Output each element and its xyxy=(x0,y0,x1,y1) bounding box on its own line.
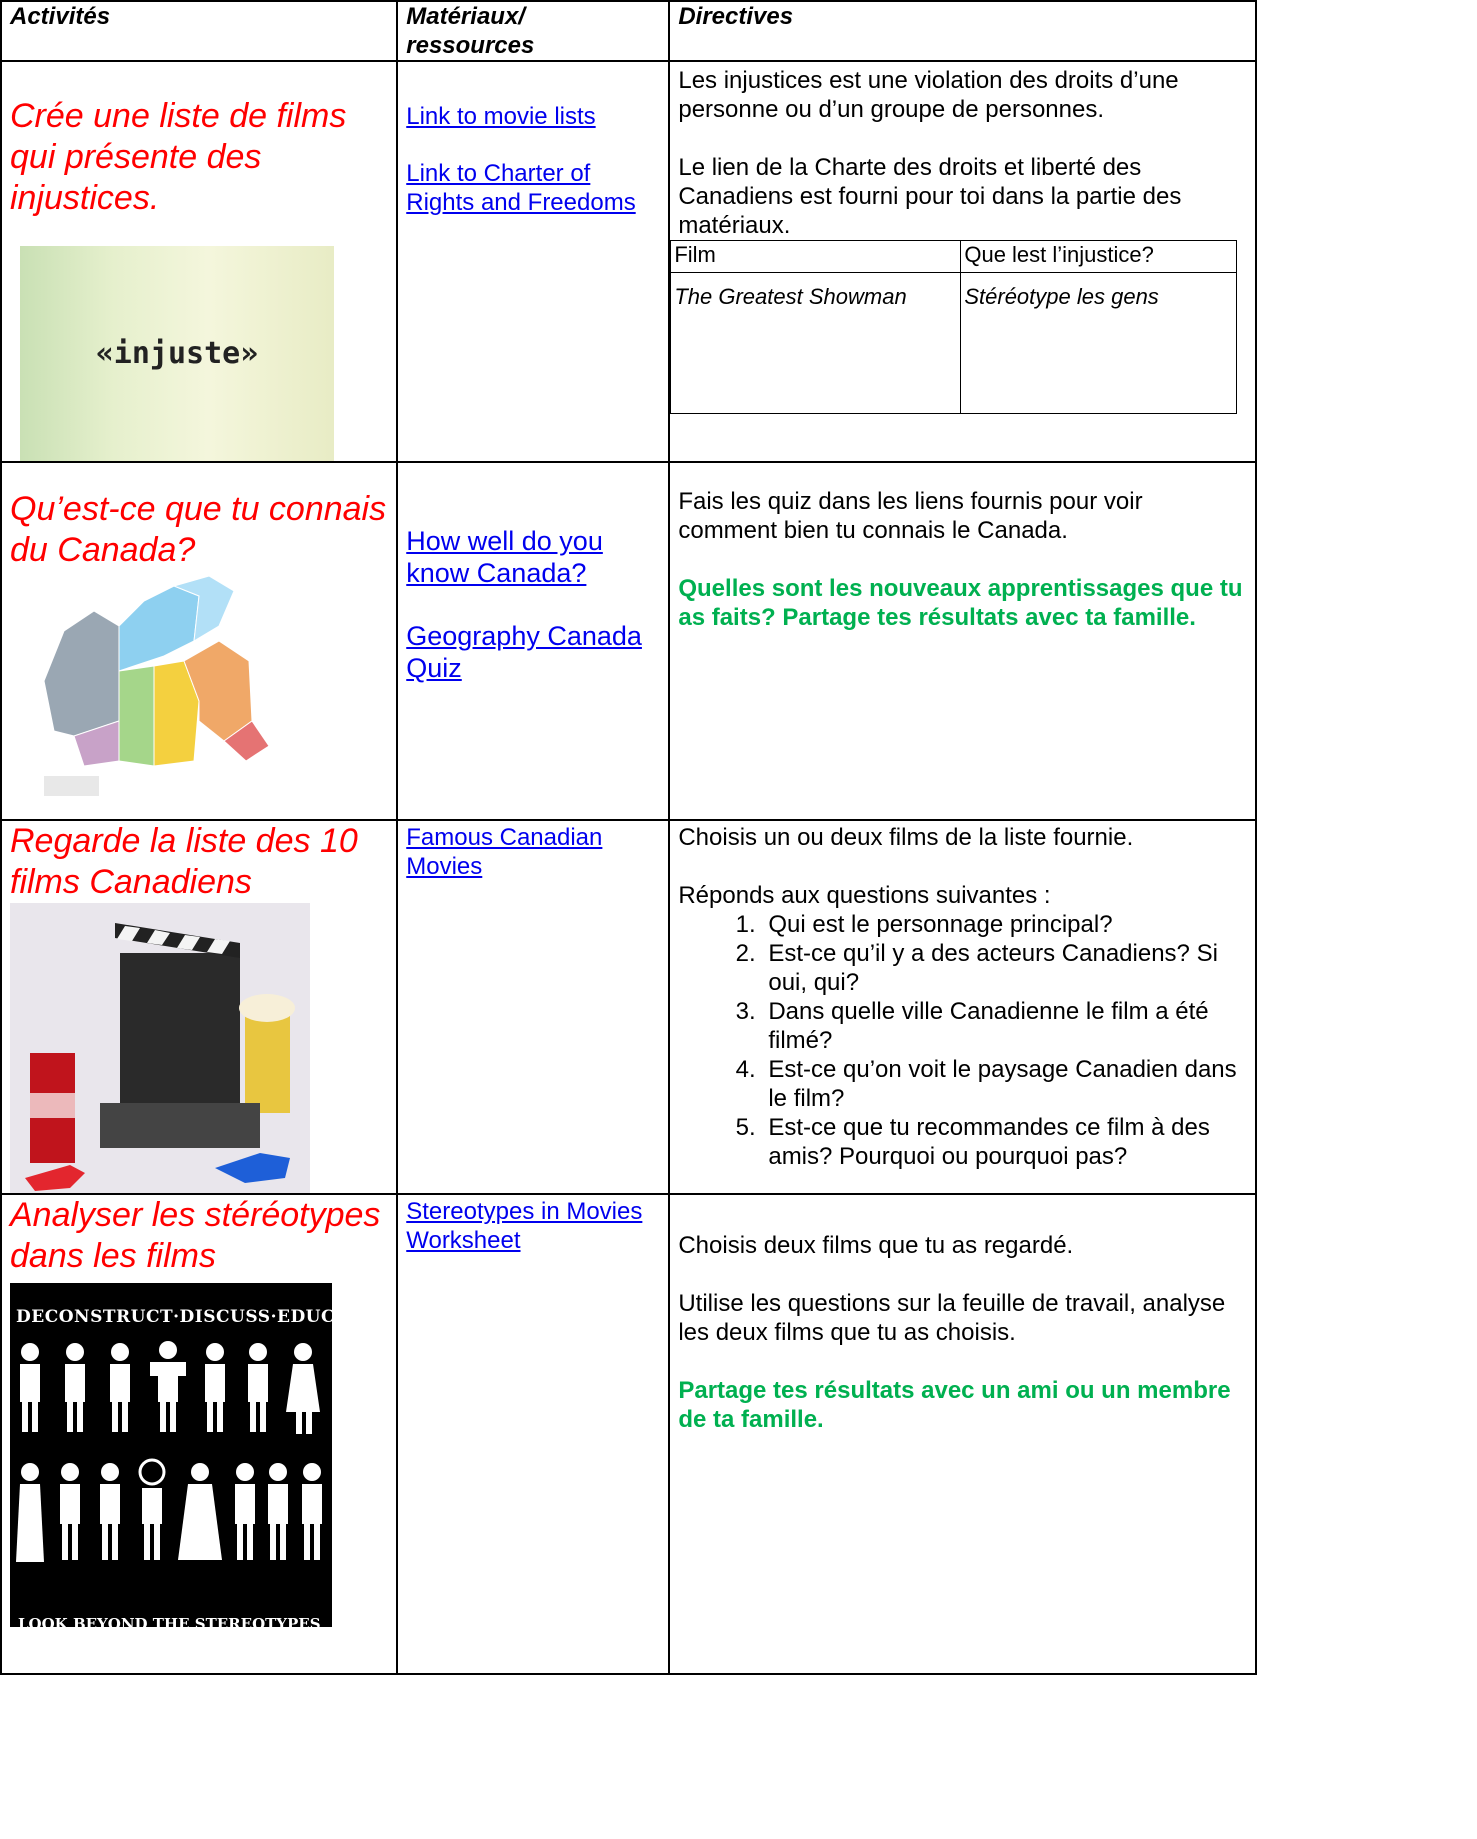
injustice-table-header-film: Film xyxy=(671,241,961,273)
activity-title: Analyser les stéréotypes dans les films xyxy=(10,1196,381,1275)
canada-map-image xyxy=(24,571,274,801)
table-row xyxy=(1,462,1256,820)
link-stereotypes-worksheet[interactable]: Stereotypes in Movies Worksheet xyxy=(406,1198,643,1254)
injustice-table xyxy=(670,240,1237,414)
table-header-row xyxy=(1,1,1256,61)
directive-text: Le lien de la Charte des droits et liberté des Canadiens est fourni pour toi dans la partie des matériaux. xyxy=(678,154,1182,239)
question-item: 3. Dans quelle ville Canadienne le film a été filmé? xyxy=(762,997,1247,1055)
injustice-table-header-injustice: Que lest l’injustice? xyxy=(961,241,1237,273)
table-row xyxy=(1,1194,1256,1674)
activity-cell xyxy=(1,61,397,462)
directives-cell xyxy=(669,462,1256,820)
activity-cell xyxy=(1,820,397,1194)
link-movie-lists[interactable]: Link to movie lists xyxy=(406,103,596,130)
activity-title: Qu’est-ce que tu connais du Canada? xyxy=(10,490,387,569)
directive-text: Choisis un ou deux films de la liste fournie. xyxy=(678,824,1134,851)
activity-title: Regarde la liste des 10 films Canadiens xyxy=(10,822,358,901)
directives-cell xyxy=(669,61,1256,462)
stereotypes-image-bottom-text: LOOK BEYOND THE STEREOTYPES xyxy=(18,1615,321,1633)
header-directives: Directives xyxy=(669,1,1256,61)
header-materials-line1: Matériaux/ xyxy=(406,3,525,30)
table-row xyxy=(1,820,1256,1194)
activity-cell xyxy=(1,462,397,820)
link-know-canada[interactable]: How well do you know Canada? xyxy=(406,526,603,588)
link-famous-movies[interactable]: Famous Canadian Movies xyxy=(406,824,603,880)
question-item: 2. Est-ce qu’il y a des acteurs Canadiens? Si oui, qui? xyxy=(762,939,1247,997)
movie-props-image xyxy=(10,903,310,1193)
question-item: 4. Est-ce qu’on voit le paysage Canadien dans le film? xyxy=(762,1055,1247,1113)
injustice-table-cell: The Greatest Showman xyxy=(671,273,961,414)
question-item: 5. Est-ce que tu recommandes ce film à des amis? Pourquoi ou pourquoi pas? xyxy=(762,1113,1247,1171)
directive-highlight: Quelles sont les nouveaux apprentissages que tu as faits? Partage tes résultats avec ta famille. xyxy=(678,575,1243,631)
header-materials-line2: ressources xyxy=(406,32,535,59)
header-materials xyxy=(397,1,669,61)
header-activities: Activités xyxy=(1,1,397,61)
injuste-image xyxy=(20,246,334,461)
activity-cell xyxy=(1,1194,397,1674)
directive-text: Utilise les questions sur la feuille de travail, analyse les deux films que tu as choisis. xyxy=(678,1290,1226,1346)
directive-text: Fais les quiz dans les liens fournis pour voir comment bien tu connais le Canada. xyxy=(678,488,1143,544)
materials-cell xyxy=(397,820,669,1194)
injuste-image-text: «injuste» xyxy=(95,336,259,371)
stereotypes-image-top-text: DECONSTRUCT·DISCUSS·EDUCATE xyxy=(16,1307,375,1327)
question-item: 1. Qui est le personnage principal? xyxy=(762,910,1247,939)
activity-title: Crée une liste de films qui présente des injustices. xyxy=(10,97,347,217)
materials-cell xyxy=(397,1194,669,1674)
directives-cell xyxy=(669,1194,1256,1674)
questions-list xyxy=(678,910,1247,1171)
directives-cell xyxy=(669,820,1256,1194)
table-row xyxy=(1,61,1256,462)
link-charter[interactable]: Link to Charter of Rights and Freedoms xyxy=(406,160,636,216)
directive-text: Réponds aux questions suivantes : xyxy=(678,882,1051,909)
directive-text: Choisis deux films que tu as regardé. xyxy=(678,1232,1074,1259)
link-geography-quiz[interactable]: Geography Canada Quiz xyxy=(406,621,642,683)
directive-text: Les injustices est une violation des droits d’une personne ou d’un groupe de personnes. xyxy=(678,67,1179,123)
materials-cell xyxy=(397,61,669,462)
directive-highlight: Partage tes résultats avec un ami ou un membre de ta famille. xyxy=(678,1377,1231,1433)
injustice-table-cell: Stéréotype les gens xyxy=(961,273,1237,414)
figures-icon xyxy=(10,1332,332,1582)
stereotypes-image xyxy=(10,1283,375,1633)
materials-cell xyxy=(397,462,669,820)
